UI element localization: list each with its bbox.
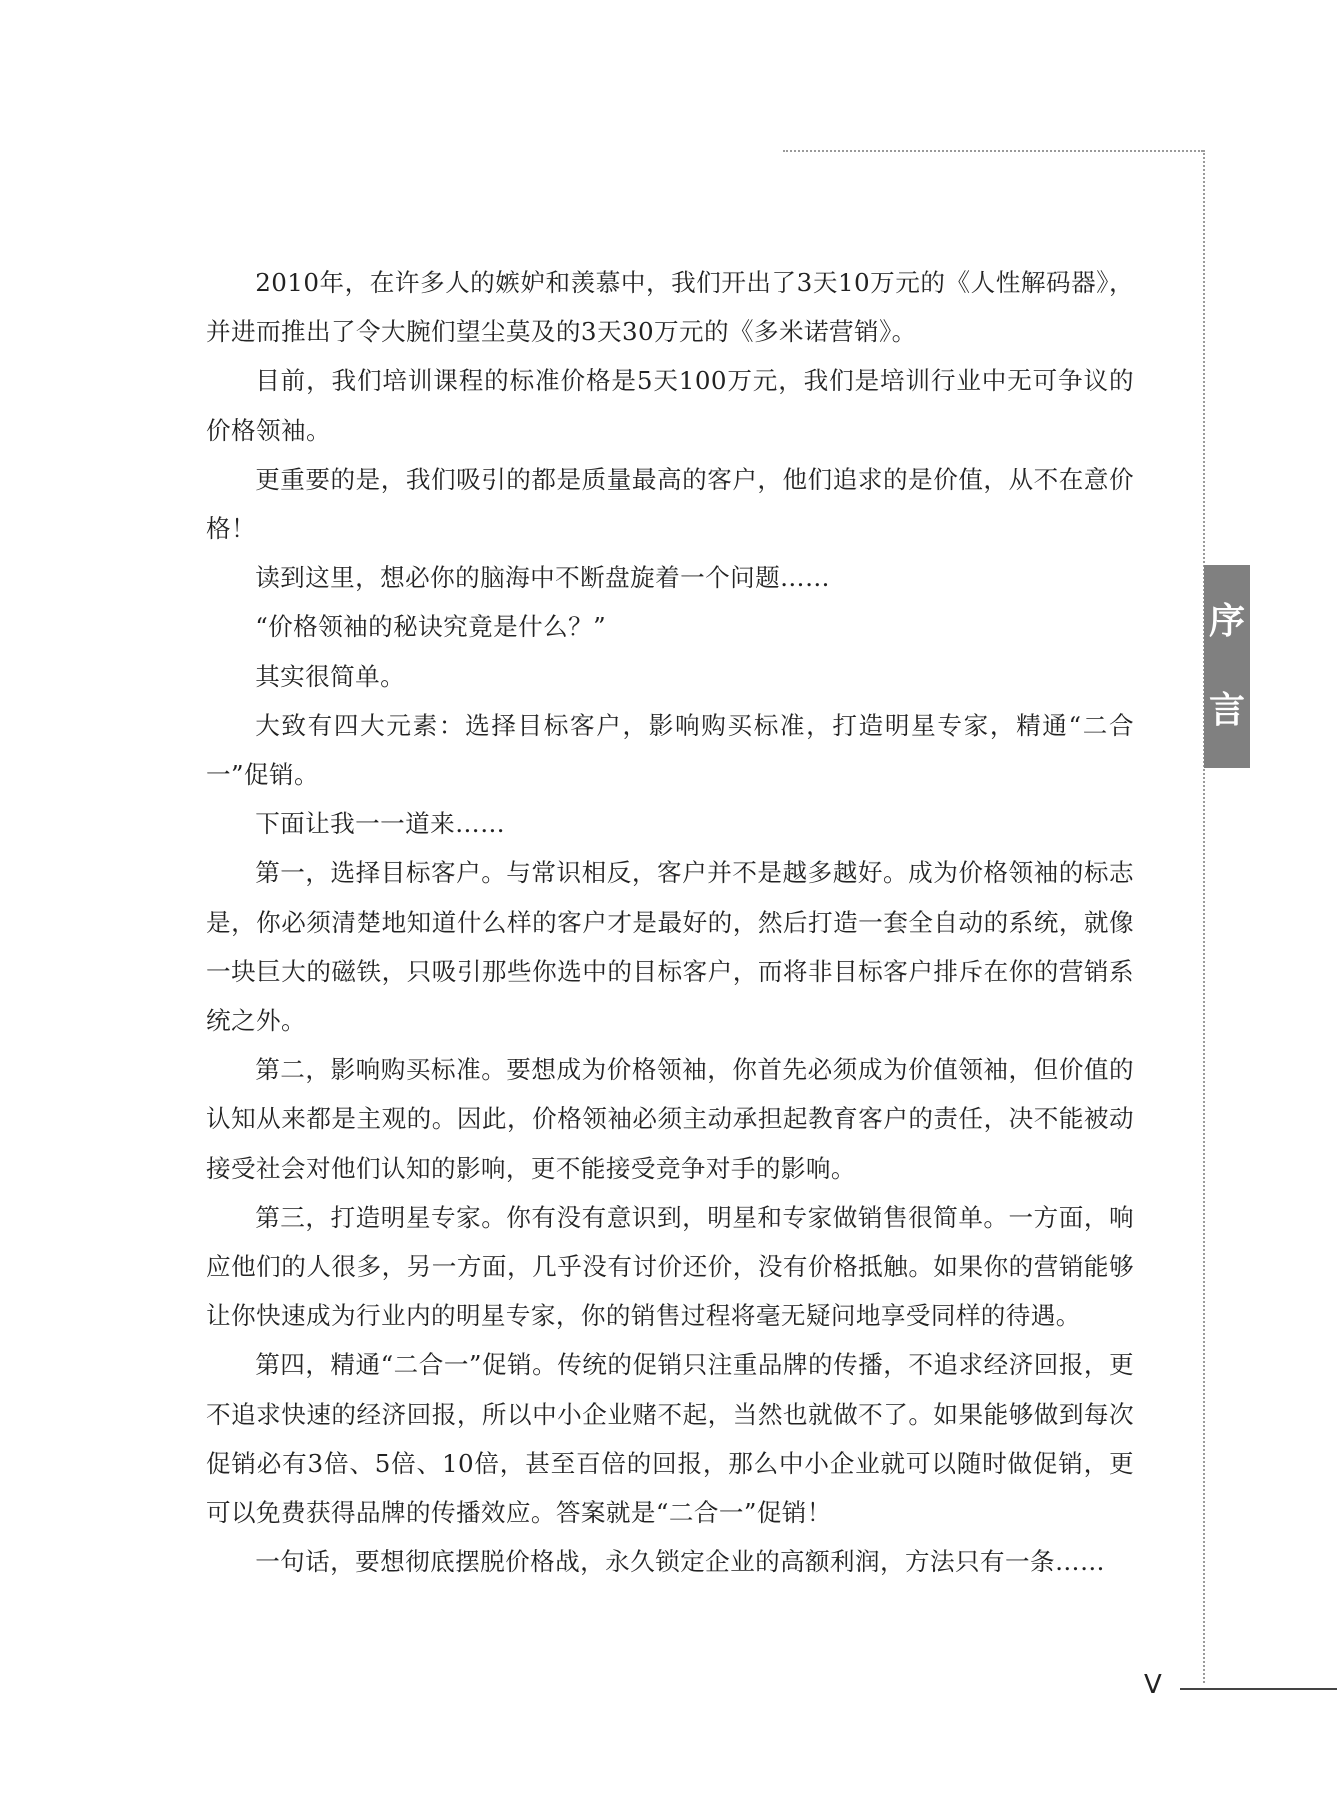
top-dotted-rule [783,150,1203,152]
paragraph: 第四，精通“二合一”促销。传统的促销只注重品牌的传播，不追求经济回报，更不追求快速的经济回报，所以中小企业赌不起，当然也就做不了。如果能够做到每次促销必有3倍、5倍、10倍，甚至百倍的回报，那么中小企业就可以随时做促销，更可以免费获得品牌的传播效应。答案就是“二合一”促销！ [206,1350,1134,1528]
paragraph: “价格领袖的秘诀究竟是什么？” [255,612,607,642]
paragraph: 更重要的是，我们吸引的都是质量最高的客户，他们追求的是价值，从不在意价格！ [206,464,1134,544]
paragraph: 第二，影响购买标准。要想成为价格领袖，你首先必须成为价值领袖，但价值的认知从来都是主观的。因此，价格领袖必须主动承担起教育客户的责任，决不能被动接受社会对他们认知的影响，更不能接受竞争对手的影响。 [206,1055,1134,1183]
paragraph: 大致有四大元素：选择目标客户，影响购买标准，打造明星专家，精通“二合一”促销。 [206,710,1134,790]
paragraph: 第三，打造明星专家。你有没有意识到，明星和专家做销售很简单。一方面，响应他们的人很多，另一方面，几乎没有讨价还价，没有价格抵触。如果你的营销能够让你快速成为行业内的明星专家，你的销售过程将毫无疑问地享受同样的待遇。 [206,1202,1134,1331]
paragraph: 2010年，在许多人的嫉妒和羡慕中，我们开出了3天10万元的《人性解码器》，并进而推出了令大腕们望尘莫及的3天30万元的《多米诺营销》。 [206,268,1134,347]
paragraph: 其实很简单。 [255,661,406,691]
paragraph: 一句话，要想彻底摆脱价格战，永久锁定企业的高额利润，方法只有一条…… [255,1547,1105,1577]
section-tab-char: 序 [1208,600,1245,642]
page-number: V [1144,1670,1162,1700]
paragraph: 下面让我一一道来…… [255,809,506,839]
paragraph: 读到这里，想必你的脑海中不断盘旋着一个问题…… [255,563,831,593]
paragraph: 目前，我们培训课程的标准价格是5天100万元，我们是培训行业中无可争议的价格领袖。 [206,366,1134,445]
preface-body [206,258,1134,1586]
bottom-rule [1180,1688,1337,1690]
paragraph: 第一，选择目标客户。与常识相反，客户并不是越多越好。成为价格领袖的标志是，你必须清楚地知道什么样的客户才是最好的，然后打造一套全自动的系统，就像一块巨大的磁铁，只吸引那些你选中的目标客户，而将非目标客户排斥在你的营销系统之外。 [206,858,1134,1036]
section-tab-preface [1204,565,1250,768]
section-tab-char: 言 [1208,690,1245,732]
side-dotted-rule [1203,150,1205,1683]
